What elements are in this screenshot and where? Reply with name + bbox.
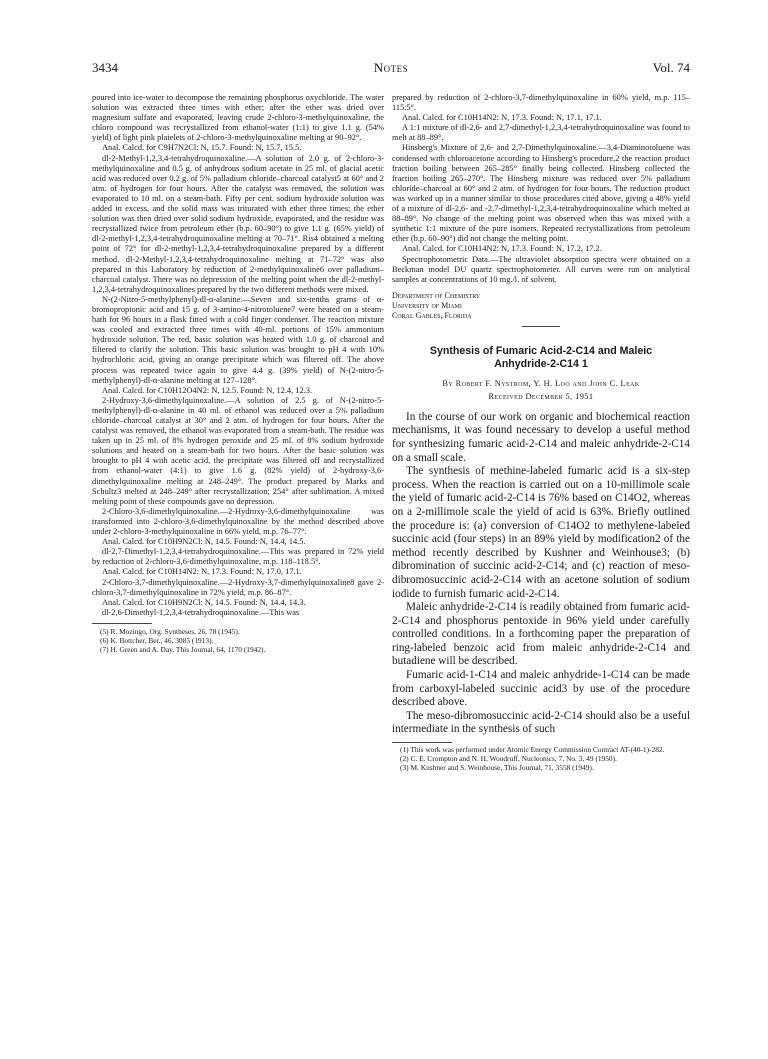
footnote: (1) This work was performed under Atomic Energy Commission Contract AT-(40-1)-282.: [400, 745, 665, 755]
paragraph: Anal. Calcd. for C9H7N2Cl: N, 15.7. Found: N, 15.7, 15.5.: [102, 143, 302, 153]
paragraph: Anal. Calcd. for C10H14N2: N, 17.3. Found: N, 17.1, 17.1.: [402, 113, 602, 123]
notes-continuation: [392, 93, 690, 327]
affiliation-line: Coral Gables, Florida: [392, 310, 472, 320]
footnote-divider: [92, 623, 152, 624]
paragraph: Anal. Calcd. for C10H12O4N2: N, 12.5. Found: N, 12.4, 12.3.: [102, 385, 313, 395]
received-date: Received December 5, 1951: [488, 391, 594, 401]
article-body: [392, 411, 690, 737]
article-title: [392, 345, 690, 371]
paragraph: The meso-dibromosuccinic acid-2-C14 should also be a useful intermediate in the synthesis of such: [392, 709, 690, 736]
paragraph: Spectrophotometric Data.—The ultraviolet absorption spectra were obtained on a Beckman model DU quartz spectrophotometer. All curves were run on analytical samples at concentrations of 10 mg./l. of solvent.: [392, 254, 690, 284]
volume-label: Vol. 74: [652, 60, 690, 75]
page-header: [92, 60, 690, 76]
footnote: (2) C. E. Crompton and N. H. Woodruff, Nucleonics, 7, No. 3, 49 (1950).: [400, 754, 617, 764]
footnote: (5) R. Mozingo, Org. Syntheses, 26, 78 (1945).: [100, 626, 240, 636]
paragraph: Anal. Calcd. for C10H9N2Cl: N, 14.5. Found: N, 14.4, 14.3.: [102, 597, 306, 607]
page-number: 3434: [92, 60, 118, 75]
paragraph: 2-Hydroxy-3,6-dimethylquinoxaline.—A solution of 2.5 g. of N-(2-nitro-5-methylphenyl)-dl-α-alanine in 40 ml. of ethanol was reduced over a 5% palladium chloride–charcoal catalyst at 30° and 2 atm. of hydrogen for four hours. After the catalyst was removed, the ethanol was evaporated from a steam-bath. The residue was taken up in 25 ml. of 8% hydrogen peroxide and 25 ml. of 8% sodium hydroxide solutions and heated on a steam-bath for two hours. After the basic solution was brought to pH 4 with acetic acid, the precipitate was filtered off and recrystallized from ethanol-water (4:1) to give 1.6 g. (82% yield) of 2-hydroxy-3,6-dimethylquinoxaline melting at 248–249°. The product prepared by Marks and Schultz3 melted at 248–249° after recrystallization; 254° after sublimation. A mixed melting point of these compounds gave no depression.: [92, 395, 384, 506]
running-head: Notes: [373, 60, 409, 75]
paragraph: Fumaric acid-1-C14 and maleic anhydride-1-C14 can be made from carboxyl-labeled succinic acid3 by use of the procedure described above.: [392, 669, 690, 709]
affiliation-line: University of Miami: [392, 300, 462, 310]
paragraph: 2-Chloro-3,6-dimethylquinoxaline.—2-Hydroxy-3,6-dimethylquinoxaline was transformed into 2-chloro-3,6-dimethylquinoxaline by the method described above under 2-chloro-3-methylquinoxaline in 66% yield, m.p. 76–77°.: [92, 506, 384, 537]
affiliation-line: Department of Chemistry: [392, 290, 481, 300]
right-column: [392, 93, 690, 1038]
paragraph: Anal. Calcd. for C10H9N2Cl: N, 14.5. Found: N, 14.4, 14.5.: [102, 537, 306, 547]
paragraph: Hinsberg's Mixture of 2,6- and 2,7-Dimethylquinoxaline.—3,4-Diaminotoluene was condensed with chloroacetone according to Hinsberg's procedure,2 the reaction product fraction boiling between 265–285° finally being collected. Hinsberg collected the fraction boiling 265–270°. The Hinsberg mixture was reduced over 5% palladium chloride–charcoal at 60° and 2 atm. of hydrogen for four hours. The reduction product was worked up in a manner similar to those procedures cited above, giving a 48% yield of a mixture of dl-2,6- and -2,7-dimethyl-1,2,3,4-tetrahydroquinoxaline which melted at 88–89°. No change of the melting point was observed when this was mixed with a synthetic 1:1 mixture of the pure isomers. Repeated recrystallizations from petroleum ether (b.p. 60–90°) did not change the melting point.: [392, 143, 690, 244]
footnote-divider: [392, 742, 452, 743]
left-column: [92, 93, 384, 1038]
paragraph: prepared by reduction of 2-chloro-3,7-dimethylquinoxaline in 60% yield, m.p. 115–115.5°.: [392, 93, 690, 113]
paragraph: poured into ice-water to decompose the remaining phosphorus oxychloride. The water solution was extracted three times with ether; after the ether was dried over magnesium sulfate and evaporated, leaving crude 2-chloro-3-methylquinoxaline, the chloro compound was recrystallized from ethanol-water (1:1) to give 1.1 g. (54% yield) of light pink platelets of 2-chloro-3-methylquinoxaline melting at 90–92°.: [92, 93, 384, 143]
footnote: (3) M. Kushner and S. Weinhouse, This Journal, 71, 3558 (1949).: [400, 763, 594, 773]
article-authors: By Robert F. Nystrom, Y. H. Loo and John C. Leak: [442, 378, 640, 388]
paragraph: Anal. Calcd. for C10H14N2: N, 17.3. Found: N, 17.2, 17.2.: [402, 244, 602, 254]
footnote: (7) H. Green and A. Day, This Journal, 64, 1170 (1942).: [100, 645, 266, 655]
title-line: Synthesis of Fumaric Acid-2-C14 and Maleic: [429, 344, 653, 357]
paragraph: dl-2-Methyl-1,2,3,4-tetrahydroquinoxaline.—A solution of 2.0 g. of 2-chloro-3-methylquinoxaline and 0.5 g. of anhydrous sodium acetate in 25 ml. of glacial acetic acid was reduced over 0.2 g. of 5% palladium chloride–charcoal catalyst5 at 60° and 2 atm. of hydrogen for four hours. After the catalyst was removed, the solution was evaporated to 10 ml. on a steam-bath. Fifty per cent. sodium hydroxide solution was added in excess, and the solid mass was triturated with ether three times; the ether solution was then dried over solid sodium hydroxide, evaporated, and the residue was recrystallized twice from petroleum ether (b.p. 60–90°) to give 1.1 g. (65% yield) of dl-2-methyl-1,2,3,4-tetrahydroquinoxaline melting at 70–71°. Ris4 obtained a melting point of 72° for dl-2-methyl-1,2,3,4-tetrahydroquinoxaline prepared by a different method. dl-2-Methyl-1,2,3,4-tetrahydroquinoxaline melting at 71–72° was also prepared in this Laboratory by reduction of 2-methylquinoxaline6 over palladium–charcoal catalyst. There was no depression of the melting point when the dl-2-methyl-1,2,3,4-tetrahydroquinoxalines prepared by the two different methods were mixed.: [92, 153, 384, 294]
paragraph: The synthesis of methine-labeled fumaric acid is a six-step process. When the reaction is carried out on a 10-millimole scale the yield of fumaric acid-2-C14 is 76% based on C14O2, whereas on a 2-millimole scale the yield of acid is 63%. Briefly outlined the procedure is: (a) conversion of C14O2 to methylene-labeled succinic acid (four steps) in an 89% yield by modification2 of the method recently described by Kushner and Weinhouse3; (b) dibromination of succinic acid-2-C14; and (c) reaction of meso-dibromosuccinic acid-2-C14 with an acetone solution of sodium iodide to furnish fumaric acid-2-C14.: [392, 465, 690, 600]
section-divider: [522, 326, 560, 327]
paragraph: Maleic anhydride-2-C14 is readily obtained from fumaric acid-2-C14 and phosphorus pentoxide in 96% yield under carefully controlled conditions. In a forthcoming paper the preparation of ring-labeled benzoic acid from maleic anhydride-2-C14 and butadiene will be described.: [392, 601, 690, 668]
title-line: Anhydride-2-C14 1: [494, 357, 588, 370]
paragraph: In the course of our work on organic and biochemical reaction mechanisms, it was found necessary to develop a useful method for synthesizing fumaric acid-2-C14 and maleic anhydride-2-C14 on a small scale.: [392, 410, 690, 464]
paragraph: 2-Chloro-3,7-dimethylquinoxaline.—2-Hydroxy-3,7-dimethylquinoxaline8 gave 2-chloro-3,7-dimethylquinoxaline in 72% yield, m.p. 86–87°.: [92, 577, 384, 597]
paragraph: dl-2,6-Dimethyl-1,2,3,4-tetrahydroquinoxaline.—This was: [102, 607, 300, 617]
paragraph: N-(2-Nitro-5-methylphenyl)-dl-α-alanine.—Seven and six-tenths grams of α-bromopropionic acid and 15 g. of 3-amino-4-nitrotoluene7 were heated on a steam-bath for 96 hours in a flask fitted with a cold finger condenser. The reaction mixture was cooled and extracted three times with 40-ml. portions of 15% ammonium hydroxide solution. The red, basic solution was heated with 1.0 g. of charcoal and filtered to clarify the solution. This basic solution was brought to pH 4 with 10% hydrochloric acid, giving an orange precipitate which was filtered off. The above process was repeated twice again to give 4.4 g. (39% yield) of N-(2-nitro-5-methylphenyl)-dl-α-alanine melting at 127–128°.: [92, 294, 384, 385]
affiliation: [392, 291, 690, 321]
paragraph: Anal. Calcd. for C10H14N2: N, 17.3. Found: N, 17.0, 17.1.: [102, 567, 302, 577]
paragraph: A 1:1 mixture of dl-2,6- and 2,7-dimethyl-1,2,3,4-tetrahydroquinoxaline was found to melt at 88–89°.: [392, 123, 690, 143]
paragraph: dl-2,7-Dimethyl-1,2,3,4-tetrahydroquinoxaline.—This was prepared in 72% yield by reduction of 2-chloro-3,6-dimethylquinoxaline, m.p. 118–118.5°.: [92, 547, 384, 567]
footnote: (6) K. Bottcher, Ber., 46, 3085 (1913).: [100, 636, 214, 646]
